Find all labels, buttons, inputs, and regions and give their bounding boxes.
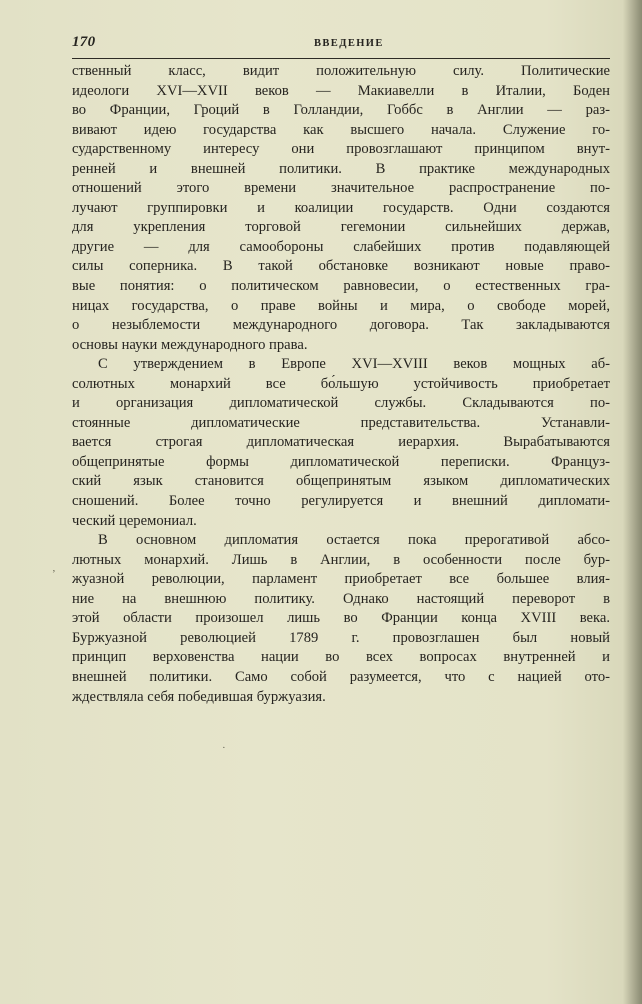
page-number: 170 — [72, 34, 96, 50]
text-line: вается строгая дипломатическая иерархия. Вырабатываются — [72, 434, 610, 451]
text-line: общепринятые формы дипломатической переписки. Француз- — [72, 453, 610, 470]
text-line: во Франции, Гроций в Голландии, Гоббс в Англии — раз- — [72, 102, 610, 119]
text-line: вые понятия: о политическом равновесии, о естественных гра- — [72, 278, 610, 295]
text-line: основы науки международного права. — [72, 336, 308, 353]
text-line: сударственному интересу они провозглашают принципом внут- — [72, 141, 610, 158]
text-line: ренней и внешней политики. В практике международных — [72, 160, 610, 177]
speck-mark: · — [222, 742, 226, 754]
paragraph-3 — [72, 531, 610, 707]
text-line: ственный класс, видит положительную силу. Политические — [72, 63, 610, 79]
paragraph-2 — [72, 355, 610, 531]
text-line: другие — для самообороны слабейших против подавляющей — [72, 238, 610, 255]
text-line: отношений этого времени значительное распространение по- — [72, 180, 610, 197]
text-line: В основном дипломатия остается пока прерогативой абсо- — [98, 532, 610, 549]
text-line: ние на внешнюю политику. Однако настоящий переворот в — [72, 590, 610, 607]
text-line: силы соперника. В такой обстановке возникают новые право- — [72, 258, 610, 275]
text-line: стоянные дипломатические представительства. Устанавли- — [72, 414, 610, 431]
text-line: внешней политики. Само собой разумеется, что с нацией ото- — [72, 668, 610, 685]
text-line: для укрепления торговой гегемонии сильнейших держав, — [72, 219, 610, 236]
text-line: лучают группировки и коалиции государств. Одни создаются — [72, 199, 610, 216]
text-line: лютных монархий. Лишь в Англии, в особенности после бур- — [72, 551, 610, 568]
text-line: ский язык становится общепринятым языком дипломатических — [72, 473, 610, 490]
paragraph-1 — [72, 62, 610, 355]
text-line: жуазной революции, парламент приобретает все большее влия- — [72, 571, 610, 588]
text-line: С утверждением в Европе XVI—XVIII веков мощных аб- — [98, 356, 610, 373]
text-line: ждествляла себя победившая буржуазия. — [72, 688, 326, 705]
text-line: о незыблемости международного договора. Так закладываются — [72, 317, 610, 334]
header-rule — [72, 58, 610, 59]
text-line: Буржуазной революцией 1789 г. провозглашен был новый — [72, 629, 610, 646]
running-title: ВВЕДЕНИЕ — [314, 38, 384, 49]
text-line: вивают идею государства как высшего начала. Служение го- — [72, 121, 610, 138]
text-line: ницах государства, о праве войны и мира, о свободе морей, — [72, 297, 610, 314]
text-line: этой области произошел лишь во Франции конца XVIII века. — [72, 610, 610, 627]
text-line: солютных монархий все бо́льшую устойчивость приобретает — [72, 375, 610, 392]
text-line: сношений. Более точно регулируется и внешний дипломати- — [72, 493, 610, 510]
text-line: идеологи XVI—XVII веков — Макиавелли в Италии, Боден — [72, 82, 610, 99]
margin-mark: ‚ — [52, 562, 56, 574]
text-line: принцип верховенства нации во всех вопросах внутренней и — [72, 649, 610, 666]
text-line: и организация дипломатической службы. Складываются по- — [72, 395, 610, 412]
text-line: ческий церемониал. — [72, 512, 197, 529]
body-text — [72, 62, 610, 707]
